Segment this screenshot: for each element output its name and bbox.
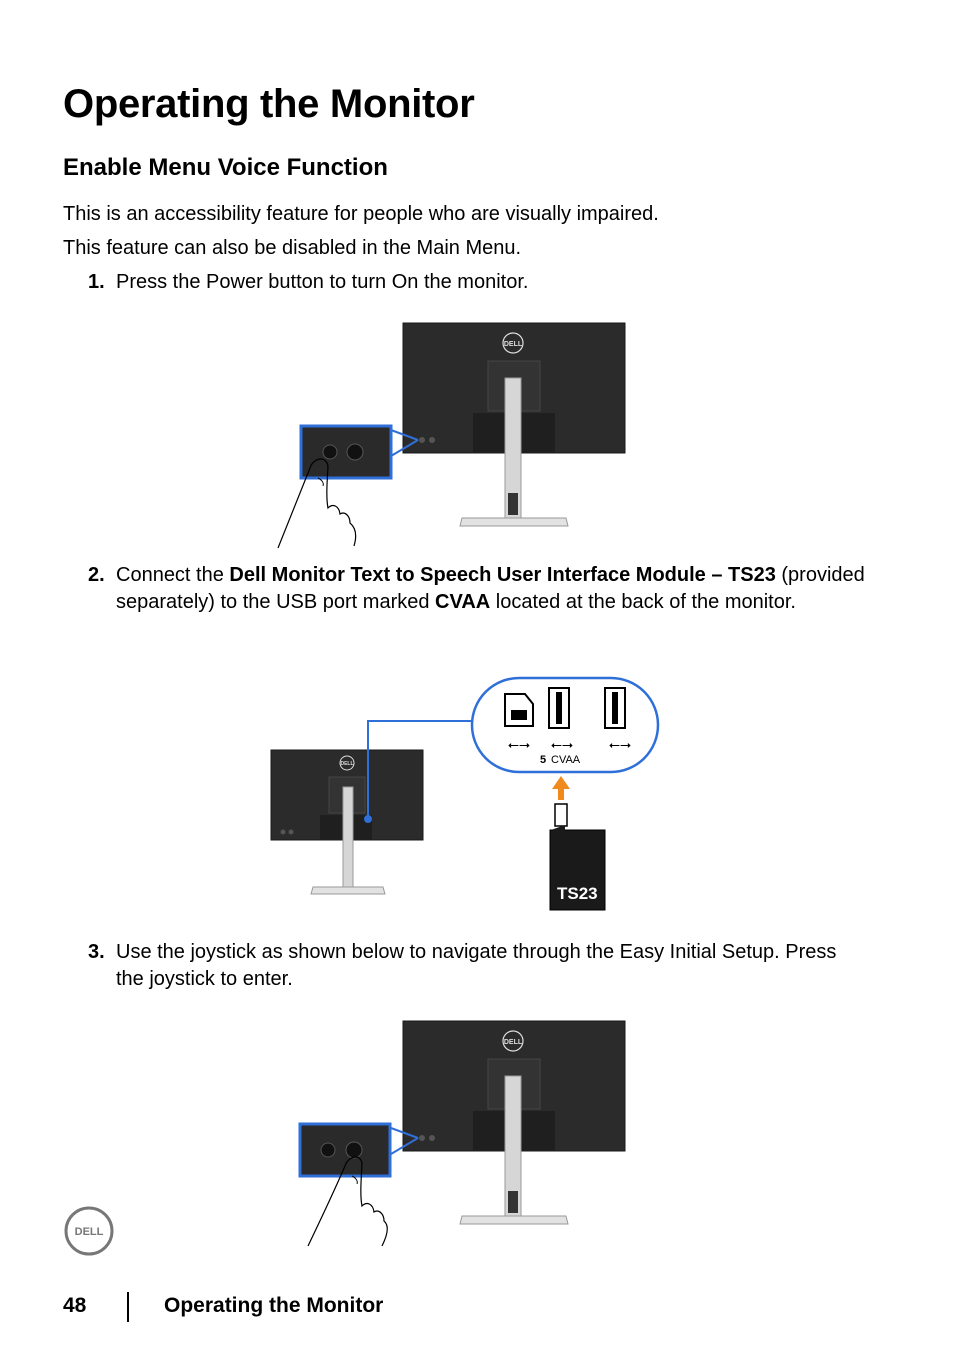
step-3 bbox=[88, 939, 868, 993]
page-title: Operating the Monitor bbox=[63, 82, 475, 126]
port-label: CVAA bbox=[551, 754, 581, 766]
svg-text:DELL: DELL bbox=[340, 761, 354, 767]
svg-text:DELL: DELL bbox=[503, 341, 523, 348]
footer-divider bbox=[127, 1292, 129, 1322]
step-2 bbox=[88, 562, 868, 643]
monitor-back-illustration bbox=[403, 1021, 625, 1224]
usb-symbol-icon: ⭠⭢ bbox=[550, 736, 574, 752]
module-name: Dell Monitor Text to Speech User Interface Module – TS23 bbox=[229, 564, 776, 586]
monitor-back-illustration bbox=[403, 323, 625, 526]
arrow-up-icon bbox=[552, 776, 570, 800]
dell-logo-icon bbox=[64, 1206, 114, 1256]
step-text: Connect the Dell Monitor Text to Speech User Interface Module – TS23 (provided separately) to the USB port marked CVAA located at the back of the monitor. bbox=[116, 564, 865, 613]
intro-paragraph-1: This is an accessibility feature for people who are visually impaired. bbox=[63, 203, 659, 225]
usb-port-callout bbox=[472, 678, 658, 772]
port-number: 5 bbox=[540, 754, 547, 766]
ts23-module bbox=[550, 804, 605, 910]
step-number: 2. bbox=[88, 564, 105, 586]
joystick-callout bbox=[300, 1124, 390, 1176]
module-label: TS23 bbox=[557, 884, 598, 903]
usb-symbol-icon: ⭠⭢ bbox=[507, 736, 531, 752]
joystick-figure bbox=[270, 1016, 640, 1248]
intro-paragraph-2: This feature can also be disabled in the Main Menu. bbox=[63, 237, 522, 259]
section-title: Enable Menu Voice Function bbox=[63, 154, 388, 181]
step-text: Use the joystick as shown below to navigate through the Easy Initial Setup. Press the joystick to enter. bbox=[116, 941, 837, 990]
port-name: CVAA bbox=[435, 591, 491, 613]
usb-symbol-icon: ⭠⭢ bbox=[608, 736, 632, 752]
step-number: 3. bbox=[88, 941, 105, 963]
cvaa-connection-figure bbox=[265, 672, 665, 915]
svg-text:DELL: DELL bbox=[503, 1039, 523, 1046]
power-button-callout bbox=[301, 426, 391, 478]
svg-text:DELL: DELL bbox=[74, 1226, 104, 1238]
monitor-back-illustration bbox=[271, 750, 423, 894]
footer-title: Operating the Monitor bbox=[164, 1294, 384, 1317]
step-number: 1. bbox=[88, 271, 105, 293]
page-number: 48 bbox=[63, 1294, 87, 1317]
power-button-figure bbox=[270, 318, 640, 550]
step-text: Press the Power button to turn On the monitor. bbox=[116, 271, 529, 293]
